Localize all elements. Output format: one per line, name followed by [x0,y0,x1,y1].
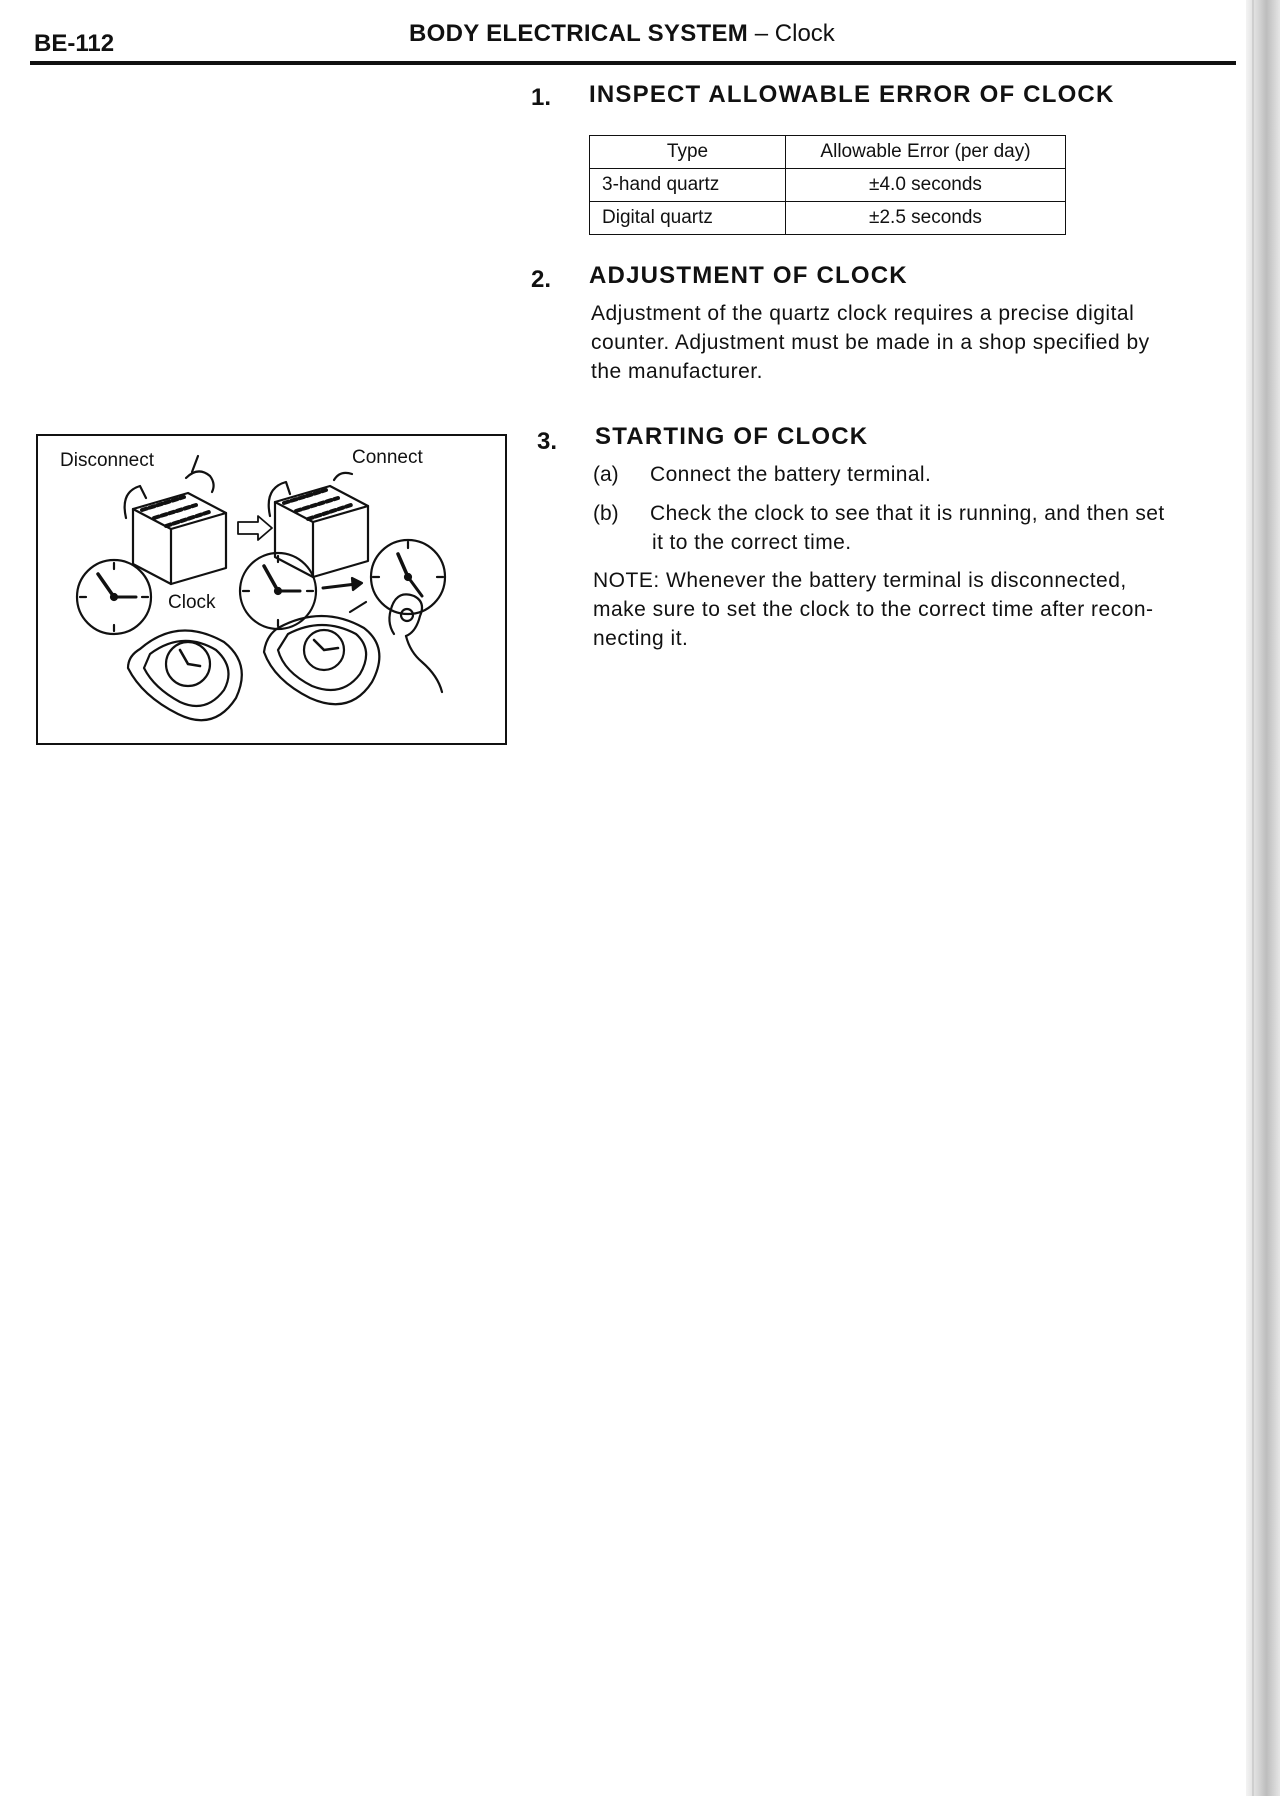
step-line: Connect the battery terminal. [650,463,932,486]
page-number: BE-112 [34,30,115,57]
wristwatch-left-icon [128,631,242,721]
label-disconnect: Disconnect [60,450,154,471]
step-b-text [650,499,1165,557]
adjustment-line: Adjustment of the quartz clock requires a precise digital [591,302,1135,325]
note-line: NOTE: Whenever the battery terminal is disconnected, [593,569,1127,592]
table-cell-type: 3-hand quartz [590,169,786,202]
battery-clock-illustration [36,434,507,745]
table-cell-error: ±2.5 seconds [786,202,1066,235]
section-2-title: ADJUSTMENT OF CLOCK [589,262,908,289]
page-title-sub: – Clock [748,20,835,47]
table-row [590,202,1066,235]
table-header-type: Type [590,136,786,169]
battery-disconnected-icon [125,456,226,584]
section-3-number: 3. [537,428,558,455]
hand-icon [389,594,442,692]
label-clock: Clock [168,592,216,613]
arrow-to-clock-icon [323,584,356,588]
table-header-error: Allowable Error (per day) [786,136,1066,169]
adjustment-line: counter. Adjustment must be made in a shop specified by [591,331,1150,354]
step-b-label: (b) [593,502,619,525]
label-connect: Connect [352,447,423,468]
step-line: it to the correct time. [652,531,852,554]
page-title-main: BODY ELECTRICAL SYSTEM [409,20,749,47]
section-2-number: 2. [531,266,552,293]
arrow-right-icon [238,516,272,540]
table-cell-type: Digital quartz [590,202,786,235]
section-1-number: 1. [531,84,552,111]
clock-left-icon [77,560,151,634]
note-line: make sure to set the clock to the correct time after recon- [593,598,1154,621]
step-line: Check the clock to see that it is running, and then set [650,502,1165,525]
adjustment-line: the manufacturer. [591,360,763,383]
section-3-title: STARTING OF CLOCK [595,423,869,450]
note-line: necting it. [593,627,689,650]
page-title [409,20,835,48]
section-1-title: INSPECT ALLOWABLE ERROR OF CLOCK [589,81,1115,108]
page-edge-shadow [1246,0,1280,1796]
allowable-error-table [589,135,1066,235]
clock-right-icon [371,540,445,614]
step-a-text [650,460,931,489]
table-cell-error: ±4.0 seconds [786,169,1066,202]
table-row [590,169,1066,202]
wristwatch-right-icon [264,602,379,704]
adjustment-paragraph [591,299,1150,386]
battery-connected-icon [269,473,368,577]
step-a-label: (a) [593,463,619,486]
header-rule [30,61,1236,65]
illustration-drawing [38,436,505,743]
table-header-row [590,136,1066,169]
note-paragraph [593,566,1154,653]
